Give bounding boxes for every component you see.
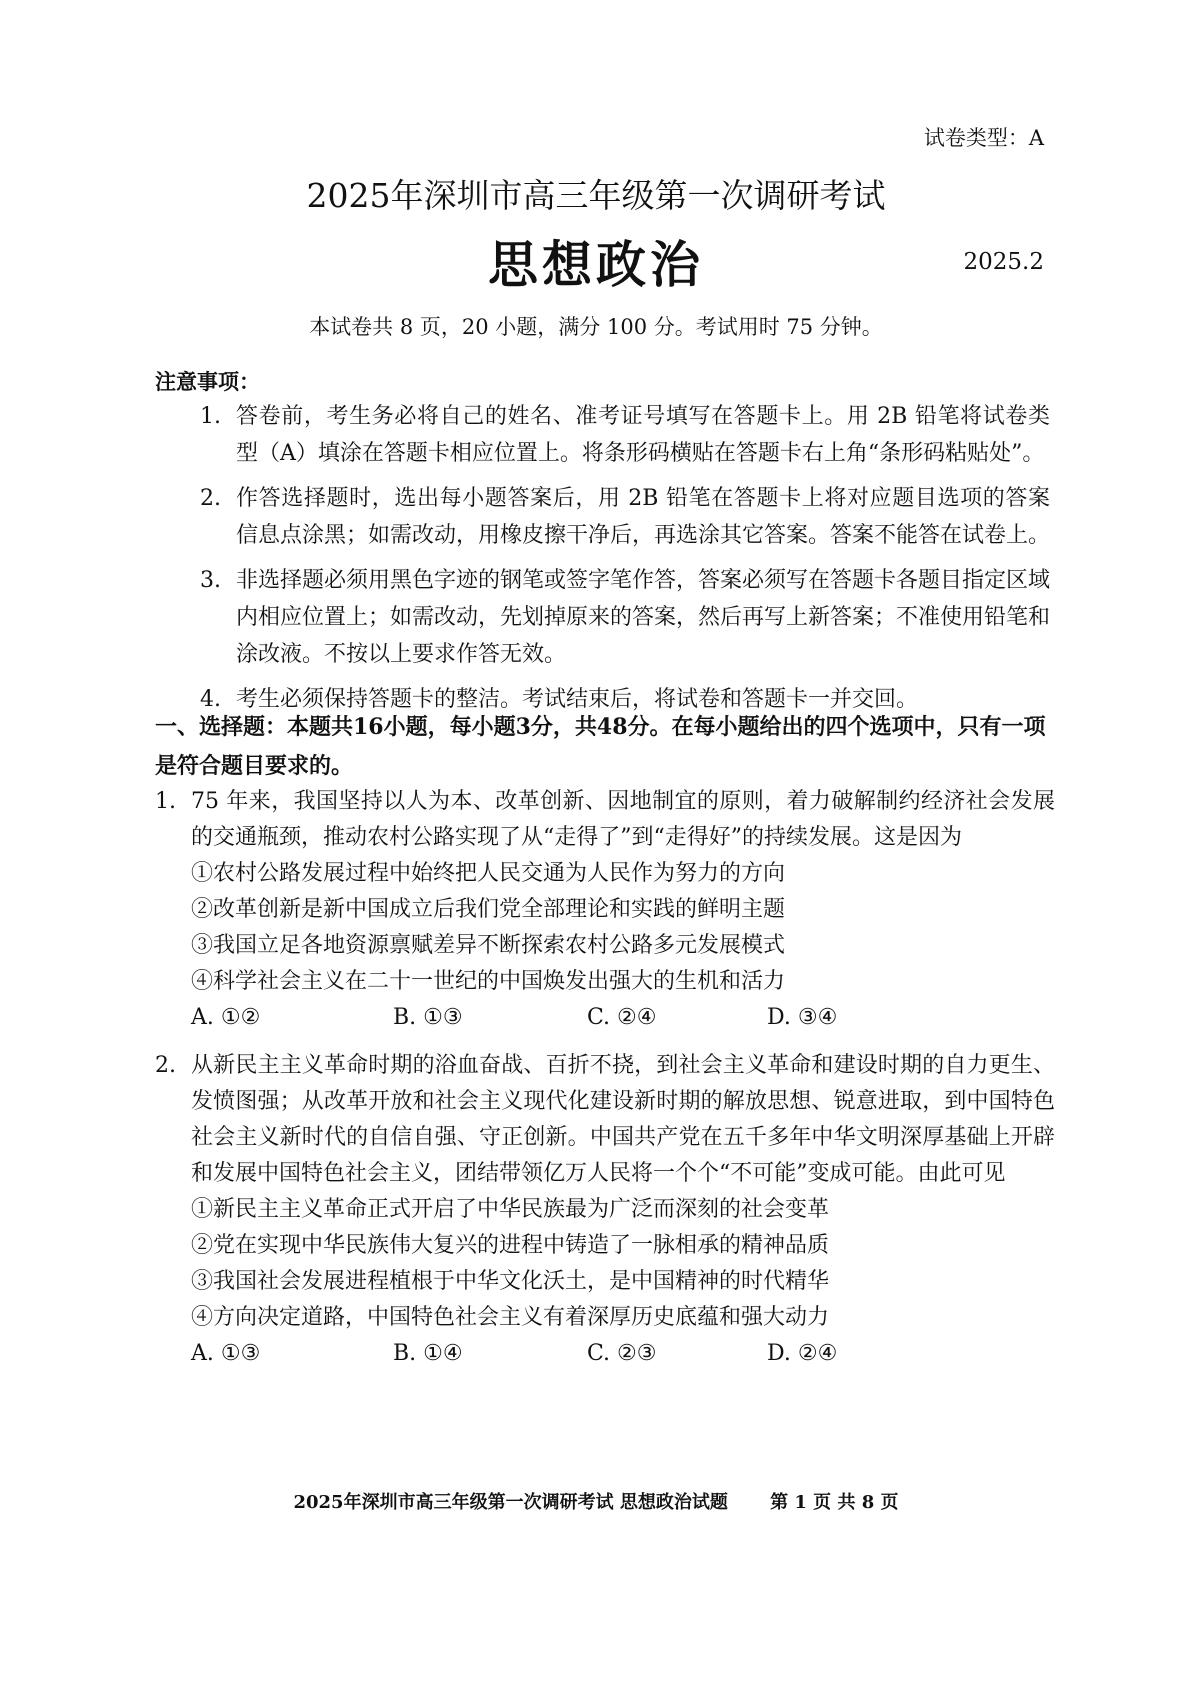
note-text: 考生必须保持答题卡的整洁。考试结束后，将试卷和答题卡一并交回。	[236, 687, 919, 712]
question-1	[155, 784, 1055, 1036]
footer-title: 2025年深圳市高三年级第一次调研考试 思想政治试题	[293, 1492, 728, 1513]
note-text: 非选择题必须用黑色字迹的钢笔或签字笔作答，答案必须写在答题卡各题目指定区域内相应位置上；如需改动，先划掉原来的答案，然后再写上新答案；不准使用铅笔和涂改液。不按以上要求作答无效。	[236, 568, 1051, 667]
statement: ①新民主主义革命正式开启了中华民族最为广泛而深刻的社会变革	[191, 1197, 830, 1222]
question-number: 2.	[155, 1053, 176, 1078]
option-d: D. ③④	[767, 1005, 838, 1030]
statement: ④科学社会主义在二十一世纪的中国焕发出强大的生机和活力	[191, 969, 786, 994]
statement: ④方向决定道路，中国特色社会主义有着深厚历史底蕴和强大动力	[191, 1305, 830, 1330]
question-2	[155, 1048, 1055, 1372]
note-item	[200, 480, 1050, 554]
answer-options	[155, 1336, 1055, 1372]
note-number: 1.	[200, 404, 221, 429]
option-b: B. ①③	[393, 1005, 463, 1030]
exam-info: 本试卷共 8 页，20 小题，满分 100 分。考试用时 75 分钟。	[309, 315, 883, 339]
question-number: 1.	[155, 789, 176, 814]
note-text: 作答选择题时，选出每小题答案后，用 2B 铅笔在答题卡上将对应题目选项的答案信息点涂黑；如需改动，用橡皮擦干净后，再选涂其它答案。答案不能答在试卷上。	[236, 486, 1051, 548]
note-number: 4.	[200, 687, 221, 712]
question-stem	[155, 784, 1055, 856]
note-item	[200, 562, 1050, 673]
notes-heading: 注意事项：	[155, 369, 260, 394]
option-d: D. ②④	[767, 1341, 838, 1366]
exam-title: 2025年深圳市高三年级第一次调研考试	[306, 176, 886, 215]
subject-title: 思想政治	[488, 235, 704, 294]
answer-options	[155, 1000, 1055, 1036]
note-item	[200, 398, 1050, 472]
note-number: 3.	[200, 568, 221, 593]
footer-page-number: 第 1 页 共 8 页	[770, 1492, 899, 1513]
question-stem	[155, 1048, 1055, 1192]
option-c: C. ②③	[587, 1341, 657, 1366]
question-text: 75 年来，我国坚持以人为本、改革创新、因地制宜的原则，着力破解制约经济社会发展的交通瓶颈，推动农村公路实现了从“走得了”到“走得好”的持续发展。这是因为	[191, 789, 1055, 850]
statement: ②改革创新是新中国成立后我们党全部理论和实践的鲜明主题	[191, 897, 786, 922]
option-b: B. ①④	[393, 1341, 463, 1366]
option-a: A. ①③	[191, 1341, 261, 1366]
note-number: 2.	[200, 486, 221, 511]
question-text: 从新民主主义革命时期的浴血奋战、百折不挠，到社会主义革命和建设时期的自力更生、发愤图强；从改革开放和社会主义现代化建设新时期的解放思想、锐意进取，到中国特色社会主义新时代的自信自强、守正创新。中国共产党在五千多年中华文明深厚基础上开辟和发展中国特色社会主义，团结带领亿万人民将一个个“不可能”变成可能。由此可见	[191, 1053, 1055, 1186]
page-footer	[0, 1488, 1192, 1514]
option-a: A. ①②	[191, 1005, 261, 1030]
note-text: 答卷前，考生务必将自己的姓名、准考证号填写在答题卡上。用 2B 铅笔将试卷类型（A）填涂在答题卡相应位置上。将条形码横贴在答题卡右上角“条形码粘贴处”。	[236, 404, 1050, 466]
notes-list	[200, 398, 1050, 726]
statement: ①农村公路发展过程中始终把人民交通为人民作为努力的方向	[191, 861, 786, 886]
option-c: C. ②④	[587, 1005, 657, 1030]
statement: ③我国立足各地资源禀赋差异不断探索农村公路多元发展模式	[191, 933, 786, 958]
paper-type: 试卷类型：A	[923, 126, 1044, 150]
exam-date: 2025.2	[963, 249, 1044, 275]
section-heading: 一、选择题：本题共16小题，每小题3分，共48分。在每小题给出的四个选项中，只有一项是符合题目要求的。	[155, 714, 1046, 779]
statement: ②党在实现中华民族伟大复兴的进程中铸造了一脉相承的精神品质	[191, 1233, 830, 1258]
statement: ③我国社会发展进程植根于中华文化沃土，是中国精神的时代精华	[191, 1269, 830, 1294]
